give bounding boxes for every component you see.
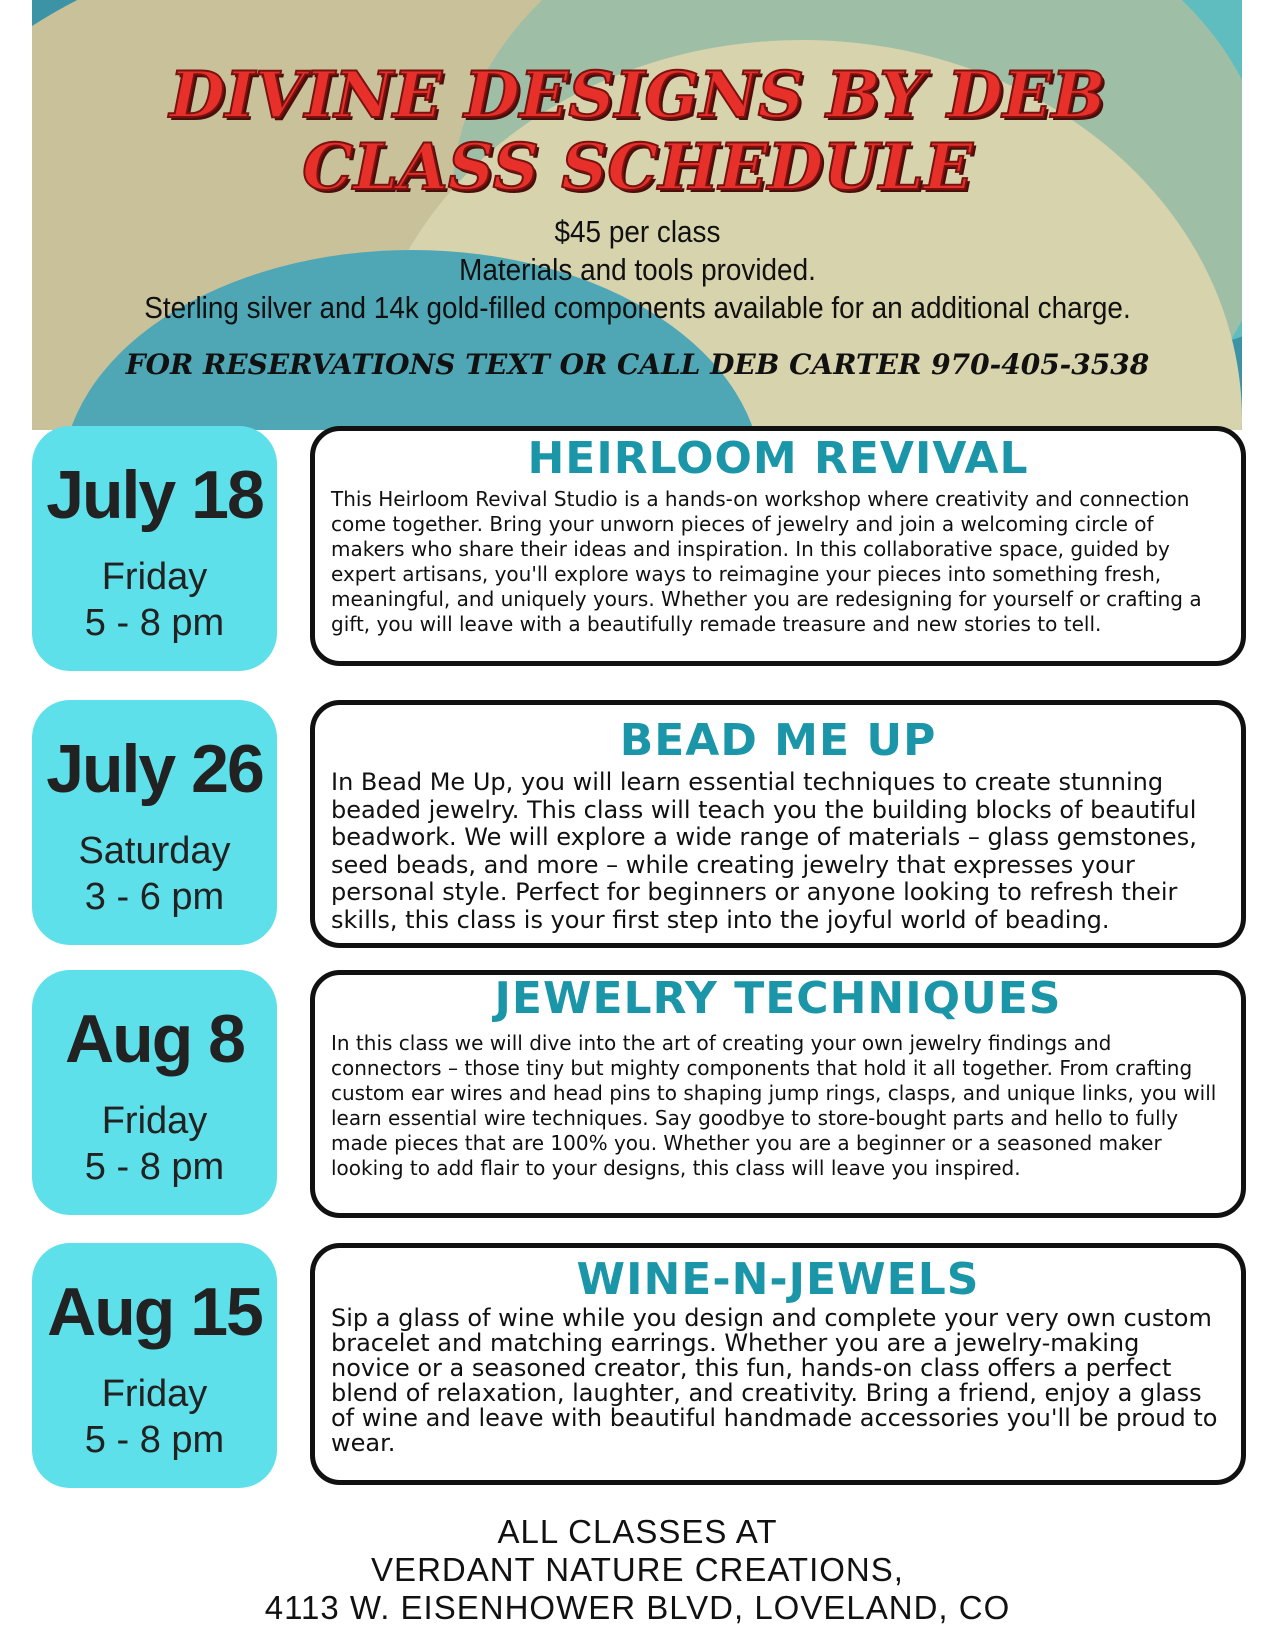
- page-subtitle: CLASS SCHEDULE: [302, 130, 973, 205]
- class-title: WINE-N-JEWELS: [576, 1254, 980, 1305]
- class-day: Saturday: [78, 830, 231, 872]
- class-title: HEIRLOOM REVIVAL: [527, 433, 1029, 484]
- components-text: Sterling silver and 14k gold-filled components available for an additional charge.: [144, 290, 1131, 325]
- class-card: [310, 1243, 1246, 1485]
- class-date: Aug 8: [65, 1001, 244, 1077]
- class-card: [310, 700, 1246, 948]
- class-date: Aug 15: [47, 1274, 262, 1350]
- class-title: BEAD ME UP: [619, 715, 937, 766]
- class-time: 5 - 8 pm: [84, 1146, 225, 1188]
- footer-venue-name: VERDANT NATURE CREATIONS,: [371, 1551, 904, 1588]
- class-description: Sip a glass of wine while you design and complete your very own custom bracelet and matching earrings. Whether you are a jewelry-making novice or a seasoned creator, this fun, hands-on class offers a perfect blend of relaxation, laughter, and creativity. Bring a friend, enjoy a glass of wine and leave with beautiful handmade accessories you'll be proud to wear.: [331, 1304, 1218, 1457]
- date-box: [32, 970, 277, 1215]
- class-day: Friday: [101, 1373, 208, 1415]
- class-description: This Heirloom Revival Studio is a hands-on workshop where creativity and connection come together. Bring your unworn pieces of jewelry and join a welcoming circle of makers who share their ideas and inspiration. In this collaborative space, guided by expert artisans, you'll explore ways to reimagine your pieces into something fresh, meaningful, and uniquely yours. Whether you are redesigning for yourself or crafting a gift, you will leave with a beautifully remade treasure and new stories to tell.: [331, 487, 1202, 636]
- footer-location-label: ALL CLASSES AT: [497, 1513, 778, 1550]
- class-description: In this class we will dive into the art of creating your own jewelry findings and connectors – those tiny but mighty components that hold it all together. From crafting custom ear wires and head pins to shaping jump rings, clasps, and unique links, you will learn essential wire techniques. Say goodbye to store-bought parts and hello to fully made pieces that are 100% you. Whether you are a beginner or a seasoned maker looking to add flair to your designs, this class will leave you inspired.: [331, 1031, 1217, 1180]
- class-title: JEWELRY TECHNIQUES: [494, 973, 1062, 1024]
- class-card: [310, 970, 1246, 1218]
- page-title: DIVINE DESIGNS BY DEB: [169, 58, 1106, 133]
- footer-address: 4113 W. EISENHOWER BLVD, LOVELAND, CO: [264, 1589, 1011, 1626]
- class-time: 5 - 8 pm: [84, 602, 225, 644]
- class-date: July 18: [46, 457, 263, 533]
- class-date: July 26: [46, 731, 263, 807]
- materials-text: Materials and tools provided.: [459, 252, 816, 287]
- price-text: $45 per class: [554, 214, 721, 249]
- class-time: 5 - 8 pm: [84, 1419, 225, 1461]
- class-time: 3 - 6 pm: [84, 876, 225, 918]
- class-description: In Bead Me Up, you will learn essential techniques to create stunning beaded jewelry. This class will teach you the building blocks of beautiful beadwork. We will explore a wide range of materials – glass gemstones, seed beads, and more – while creating jewelry that expresses your personal style. Perfect for beginners or anyone looking to refresh their skills, this class is your first step into the joyful world of beading.: [331, 768, 1197, 934]
- date-box: [32, 700, 277, 945]
- class-day: Friday: [101, 556, 208, 598]
- date-box: [32, 426, 277, 671]
- date-box: [32, 1243, 277, 1488]
- class-day: Friday: [101, 1100, 208, 1142]
- class-card: [310, 426, 1246, 666]
- reservation-contact: FOR RESERVATIONS TEXT OR CALL DEB CARTER 970-405-3538: [125, 348, 1150, 381]
